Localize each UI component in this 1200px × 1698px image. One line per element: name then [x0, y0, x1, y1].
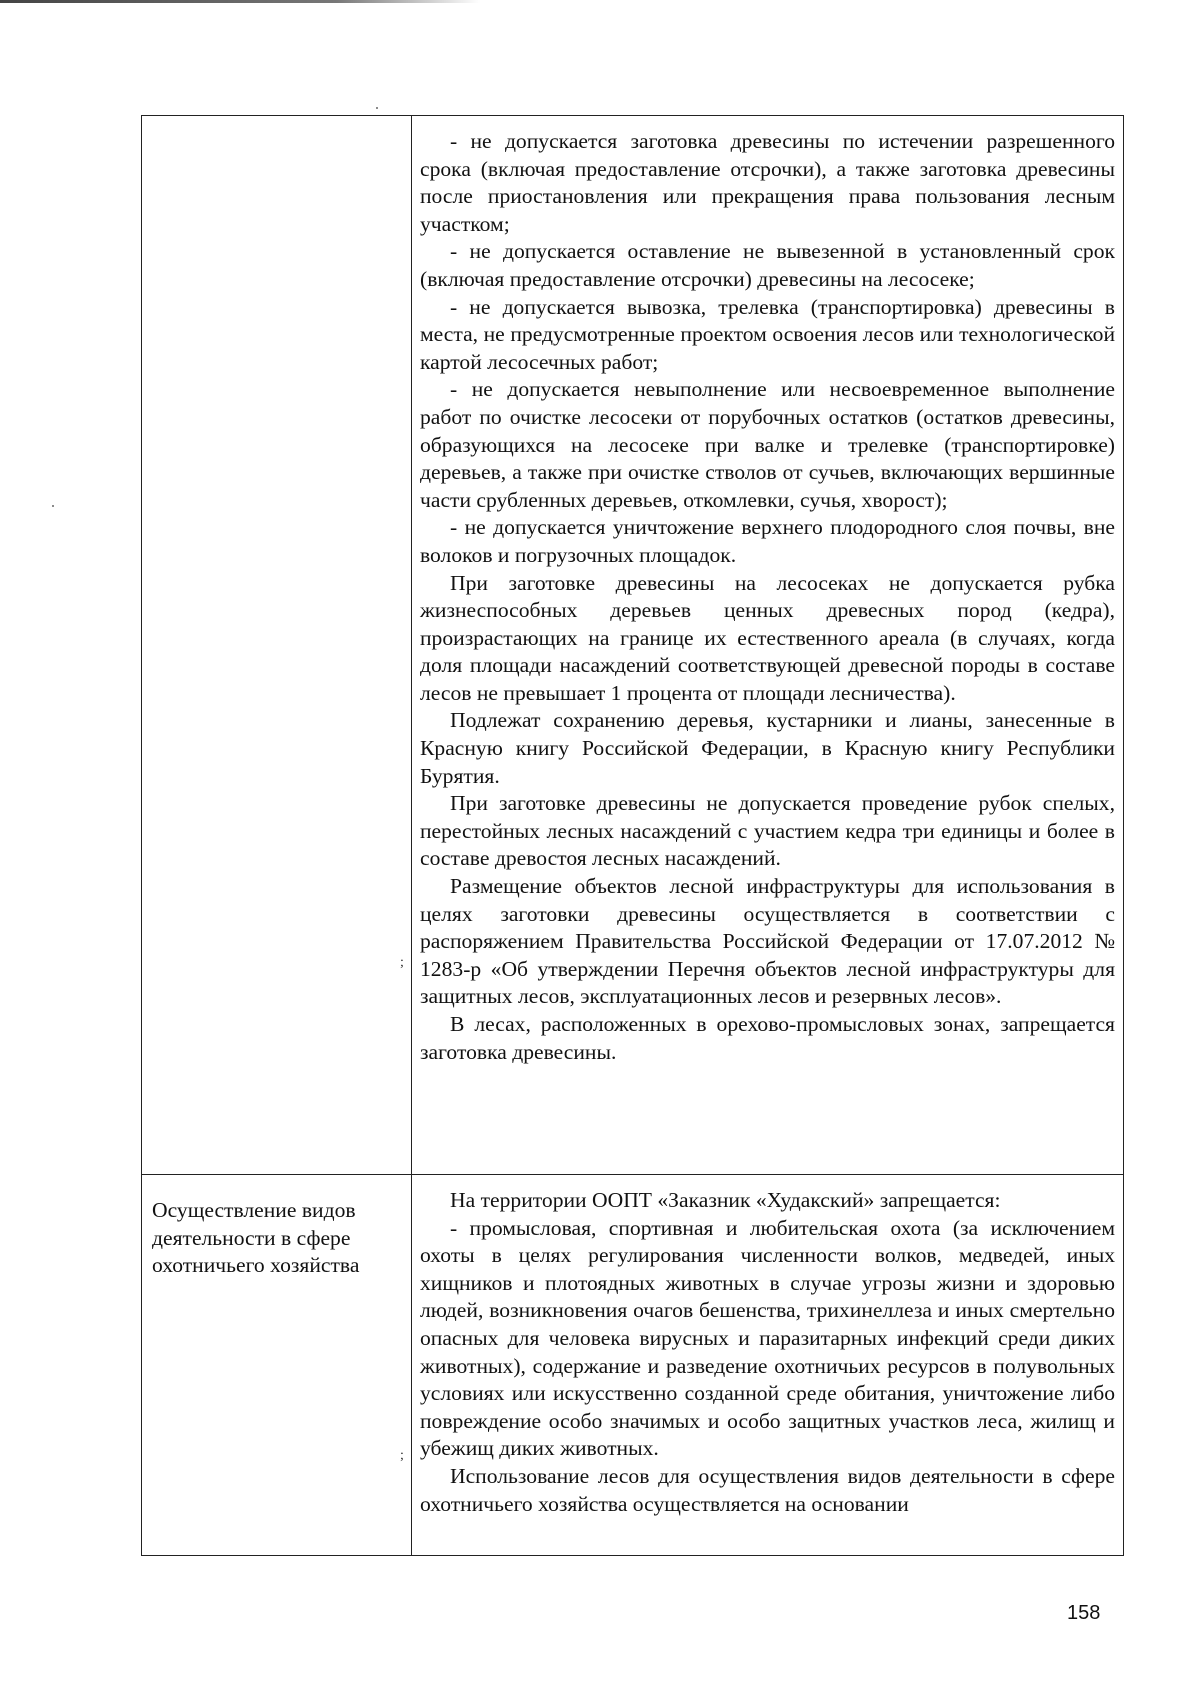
- paragraph: - не допускается заготовка древесины по истечении разрешенного срока (включая предоставление отсрочки), а также заготовка древесины после приостановления или прекращения права пользования лесным участком;: [420, 129, 1115, 236]
- scan-speck: [52, 505, 54, 507]
- paragraph: - не допускается оставление не вывезенной в установленный срок (включая предоставление отсрочки) древесины на лесосеке;: [420, 239, 1115, 291]
- paragraph: - не допускается уничтожение верхнего плодородного слоя почвы, вне волоков и погрузочных площадок.: [420, 515, 1115, 567]
- margin-mark: ;: [400, 955, 404, 970]
- paragraph: - не допускается вывозка, трелевка (транспортировка) древесины в места, не предусмотренные проектом освоения лесов или технологической картой лесосечных работ;: [420, 294, 1115, 374]
- table-cell-label: [142, 1175, 412, 1556]
- paragraph: При заготовке древесины не допускается проведение рубок спелых, перестойных лесных насаждений с участием кедра три единицы и более в составе древостоя лесных насаждений.: [420, 791, 1115, 871]
- paragraph: - не допускается невыполнение или несвоевременное выполнение работ по очистке лесосеки от порубочных остатков (остатков древесины, образующихся на лесосеке при валке и трелевке (транспортировке) деревьев, а также при очистке стволов от сучьев, включающих вершинные части срубленных деревьев, откомлевки, сучья, хворост);: [420, 377, 1115, 512]
- row-label: Осуществление видов деятельности в сфере охотничьего хозяйства: [152, 1198, 360, 1278]
- table-cell-content: [412, 1175, 1124, 1556]
- paragraph: Подлежат сохранению деревья, кустарники и лианы, занесенные в Красную книгу Российской Федерации, в Красную книгу Республики Бурятия.: [420, 708, 1115, 788]
- scan-edge: [0, 0, 480, 3]
- table-cell-label: [142, 116, 412, 1175]
- margin-mark: ;: [400, 1448, 404, 1463]
- paragraph: На территории ООПТ «Заказник «Худакский» запрещается:: [450, 1188, 1001, 1212]
- scan-speck: [376, 107, 378, 109]
- paragraph: Использование лесов для осуществления видов деятельности в сфере охотничьего хозяйства осуществляется на основании: [420, 1463, 1115, 1516]
- paragraph: - промысловая, спортивная и любительская охота (за исключением охоты в целях регулирования численности волков, медведей, иных хищников и плотоядных животных в случае угрозы жизни и здоровью людей, возникновения очагов бешенства, трихинеллеза и иных смертельно опасных для человека вирусных и паразитарных инфекций среди диких животных), содержание и разведение охотничьих ресурсов в полувольных условиях или искусственно созданной среде обитания, уничтожение либо повреждение особо значимых и особо защитных участков леса, жилищ и убежищ диких животных.: [420, 1215, 1115, 1461]
- paragraph: Размещение объектов лесной инфраструктуры для использования в целях заготовки древесины осуществляется в соответствии с распоряжением Правительства Российской Федерации от 17.07.2012 № 1283-р «Об утверждении Перечня объектов лесной инфраструктуры для защитных лесов, эксплуатационных лесов и резервных лесов».: [420, 874, 1115, 1009]
- paragraph: При заготовке древесины на лесосеках не допускается рубка жизнеспособных деревьев ценных древесных пород (кедра), произрастающих на границе их естественного ареала (в случаях, когда доля площади насаждений соответствующей древесной породы в составе лесов не превышает 1 процента от площади лесничества).: [420, 570, 1115, 705]
- table-cell-content: [412, 116, 1124, 1175]
- paragraph: В лесах, расположенных в орехово-промысловых зонах, запрещается заготовка древесины.: [420, 1012, 1115, 1064]
- table-row: [142, 1175, 1124, 1556]
- page-number: 158: [1067, 1602, 1101, 1624]
- document-table: [141, 115, 1124, 1556]
- table-row: [142, 116, 1124, 1175]
